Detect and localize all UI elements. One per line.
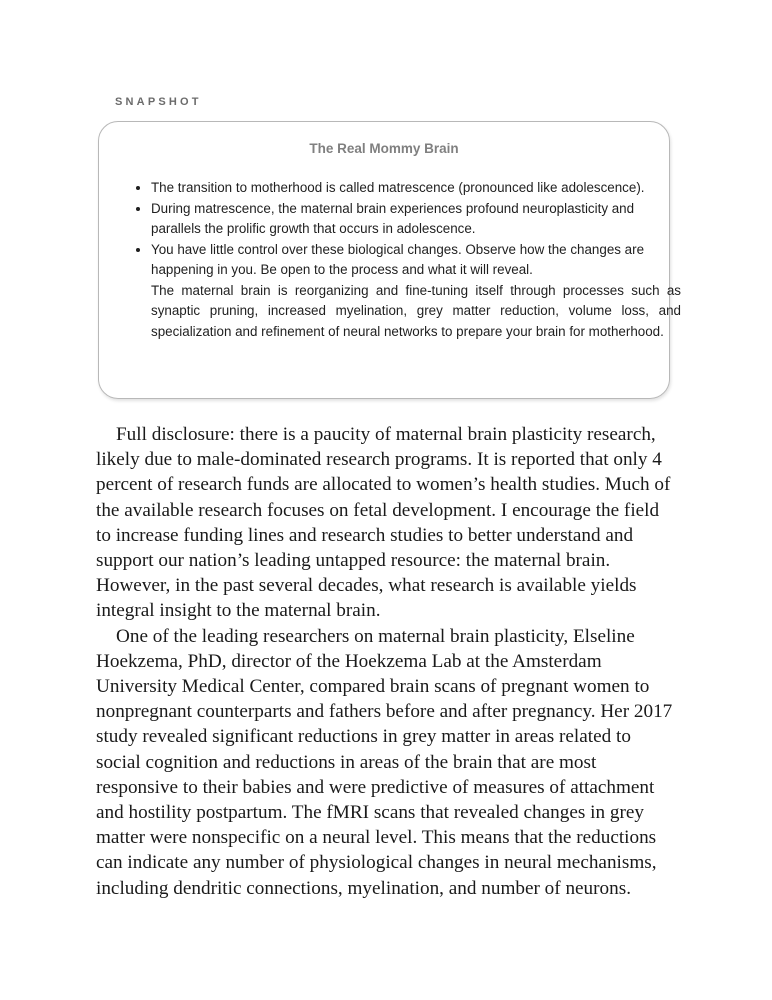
snapshot-bullet-continuation: The maternal brain is reorganizing and fine-tuning itself through processes such as synaptic pruning, increased myelination, grey matter reduction, volume loss, and specialization and refinement of neural networks to prepare your brain for motherhood.: [151, 282, 681, 339]
snapshot-title: The Real Mommy Brain: [309, 141, 459, 156]
snapshot-bullet-list: [133, 178, 681, 342]
section-label: SNAPSHOT: [115, 96, 202, 108]
snapshot-bullet-text: The transition to motherhood is called matrescence (pronounced like adolescence).: [151, 180, 645, 195]
snapshot-bullet: [151, 178, 681, 199]
body-paragraph: Full disclosure: there is a paucity of maternal brain plasticity research, likely due to male-dominated research programs. It is reported that only 4 percent of research funds are allocated to women’s health studies. Much of the available research focuses on fetal development. I encourage the field to increase funding lines and research studies to better understand and support our nation’s leading untapped resource: the maternal brain. However, in the past several decades, what research is available yields integral insight to the maternal brain.: [96, 424, 671, 622]
snapshot-bullet: [151, 199, 681, 240]
snapshot-bullet: [151, 240, 681, 343]
snapshot-bullet-text: During matrescence, the maternal brain experiences profound neuroplasticity and parallels the prolific growth that occurs in adolescence.: [151, 200, 635, 236]
body-paragraph: One of the leading researchers on maternal brain plasticity, Elseline Hoekzema, PhD, director of the Hoekzema Lab at the Amsterdam University Medical Center, compared brain scans of pregnant women to nonpregnant counterparts and fathers before and after pregnancy. Her 2017 study revealed significant reductions in grey matter in areas related to social cognition and reductions in areas of the brain that are most responsive to their babies and were predictive of measures of attachment and hostility postpartum. The fMRI scans that revealed changes in grey matter were nonspecific on a neural level. This means that the reductions can indicate any number of physiological changes in neural mechanisms, including dendritic connections, myelination, and number of neurons.: [96, 625, 673, 899]
snapshot-box: [98, 121, 681, 399]
body-text: [96, 422, 676, 901]
snapshot-bullet-text: You have little control over these biological changes. Observe how the changes are happening in you. Be open to the process and what it will reveal.: [151, 241, 645, 277]
